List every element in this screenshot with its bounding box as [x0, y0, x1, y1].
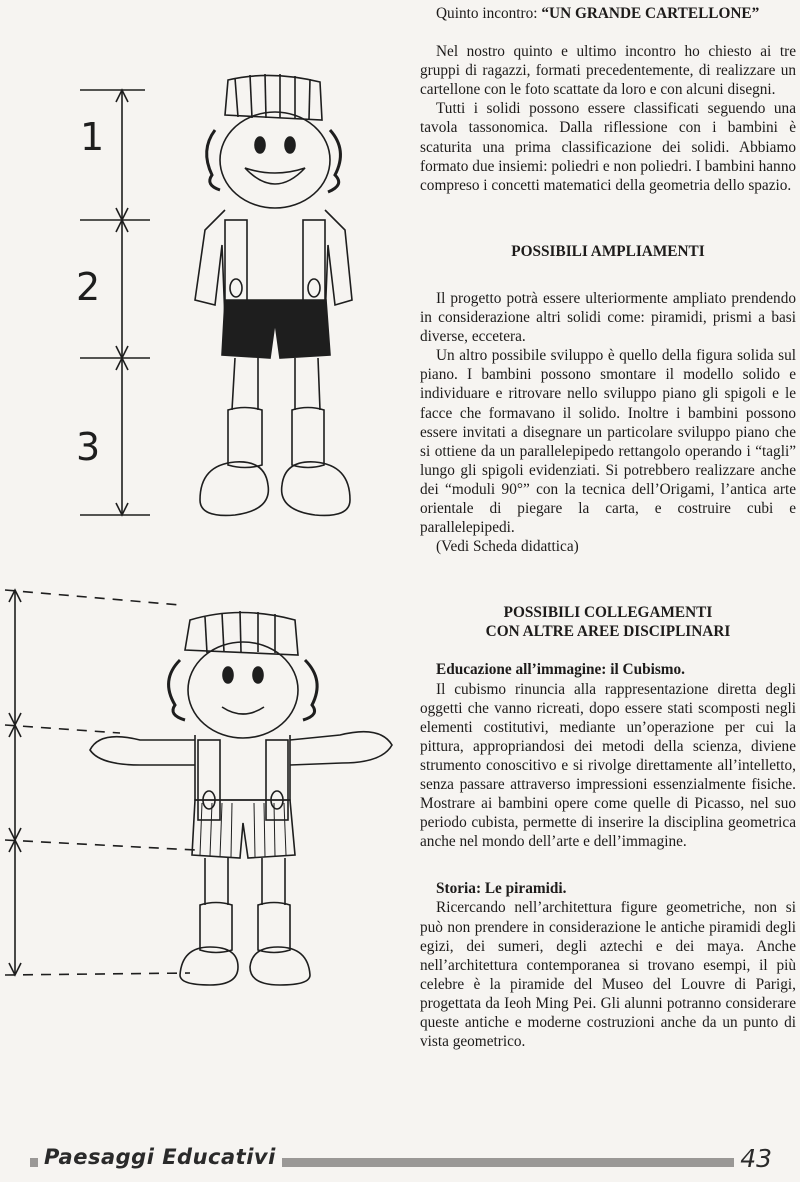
ampliamenti-paragraph-3: (Vedi Scheda didattica) — [436, 538, 579, 556]
ampliamenti-paragraph-1: Il progetto potrà essere ulteriormente ampliato prendendo in considerazione altri solidi come: piramidi, prismi a basi diverse, eccetera. — [420, 289, 796, 346]
intro-title: “UN GRANDE CARTELLONE” — [541, 5, 760, 22]
ruler-label-1: 1 — [80, 115, 105, 159]
heading-collegamenti-2: CON ALTRE AREE DISCIPLINARI — [485, 623, 731, 641]
text-column — [420, 4, 796, 1051]
heading-ampliamenti: POSSIBILI AMPLIAMENTI — [511, 242, 705, 260]
ruler-label-2: 2 — [76, 265, 101, 309]
ampliamenti-paragraph-2: Un altro possibile sviluppo è quello della figura solida sul piano. I bambini possono smontare il modello solido e individuare e ritrovare nello sviluppo piano gli spigoli e le facce che formavano il solido. Inoltre i bambini possono essere invitati a disegnare un particolare sviluppo piano che si ottiene da un parallelepipedo rettangolo operando i “tagli” lungo gli spigoli evidenziati. Si potrebbero realizzare anche dei “moduli 90°” con la tecnica dell’Origami, l’antica arte orientale di piegare la carta, e costruire cubi e parallelepipedi. — [420, 347, 796, 537]
piramidi-paragraph: Ricercando nell’architettura figure geometriche, non si può non prendere in considerazione le antiche piramidi degli egizi, dei sumeri, degli aztechi e dei maya. Anche nell’architettura contemporanea si trovano esempi, il più celebre è la piramide del Museo del Louvre di Parigi, progettata da Ieoh Ming Pei. Gli alunni potranno considerare queste antiche e moderne costruzioni anche da un punto di vista geometrico. — [420, 899, 796, 1051]
illustration-child-arms-open — [0, 575, 410, 995]
heading-collegamenti-1: POSSIBILI COLLEGAMENTI — [503, 604, 713, 622]
intro-paragraph-2: Tutti i solidi possono essere classificati seguendo una tavola tassonomica. Dalla riflessione con i bambini è scaturita una prima classificazione dei solidi. Abbiamo formato due insiemi: poliedri e non poliedri. I bambini hanno compreso i concetti matematici della geometria dello spazio. — [420, 100, 796, 194]
page-number: 43 — [734, 1144, 778, 1173]
cubismo-paragraph: Il cubismo rinuncia alla rappresentazione diretta degli oggetti che vanno ricreati, dopo essere stati scomposti negli elementi costitutivi, mediante un’operazione per cui la pittura, appropriandosi dei metodi della scienza, diviene strumento conoscitivo e si rivolge direttamente all’intelletto, senza passare attraverso impressioni essenzialmente fisiche. Mostrare ai bambini opere come quelle di Picasso, nel suo periodo cubista, permette di inserire la disciplina geometrica anche nel mondo dell’arte e dell’immagine. — [420, 680, 796, 851]
intro-paragraph-1: Nel nostro quinto e ultimo incontro ho chiesto ai tre gruppi di ragazzi, formati precedentemente, di realizzare un cartellone con le foto scattate da loro e con alcuni disegni. — [420, 43, 796, 99]
illustration-child-measured — [0, 60, 410, 540]
intro-label: Quinto incontro: — [436, 5, 538, 22]
ruler-label-3: 3 — [76, 425, 101, 469]
subheading-cubismo: Educazione all’immagine: il Cubismo. — [436, 661, 686, 679]
footer-brand: Paesaggi Educativi — [38, 1145, 282, 1169]
page-footer — [0, 1144, 800, 1182]
section-intro-heading — [420, 4, 796, 23]
subheading-piramidi: Storia: Le piramidi. — [436, 880, 567, 898]
